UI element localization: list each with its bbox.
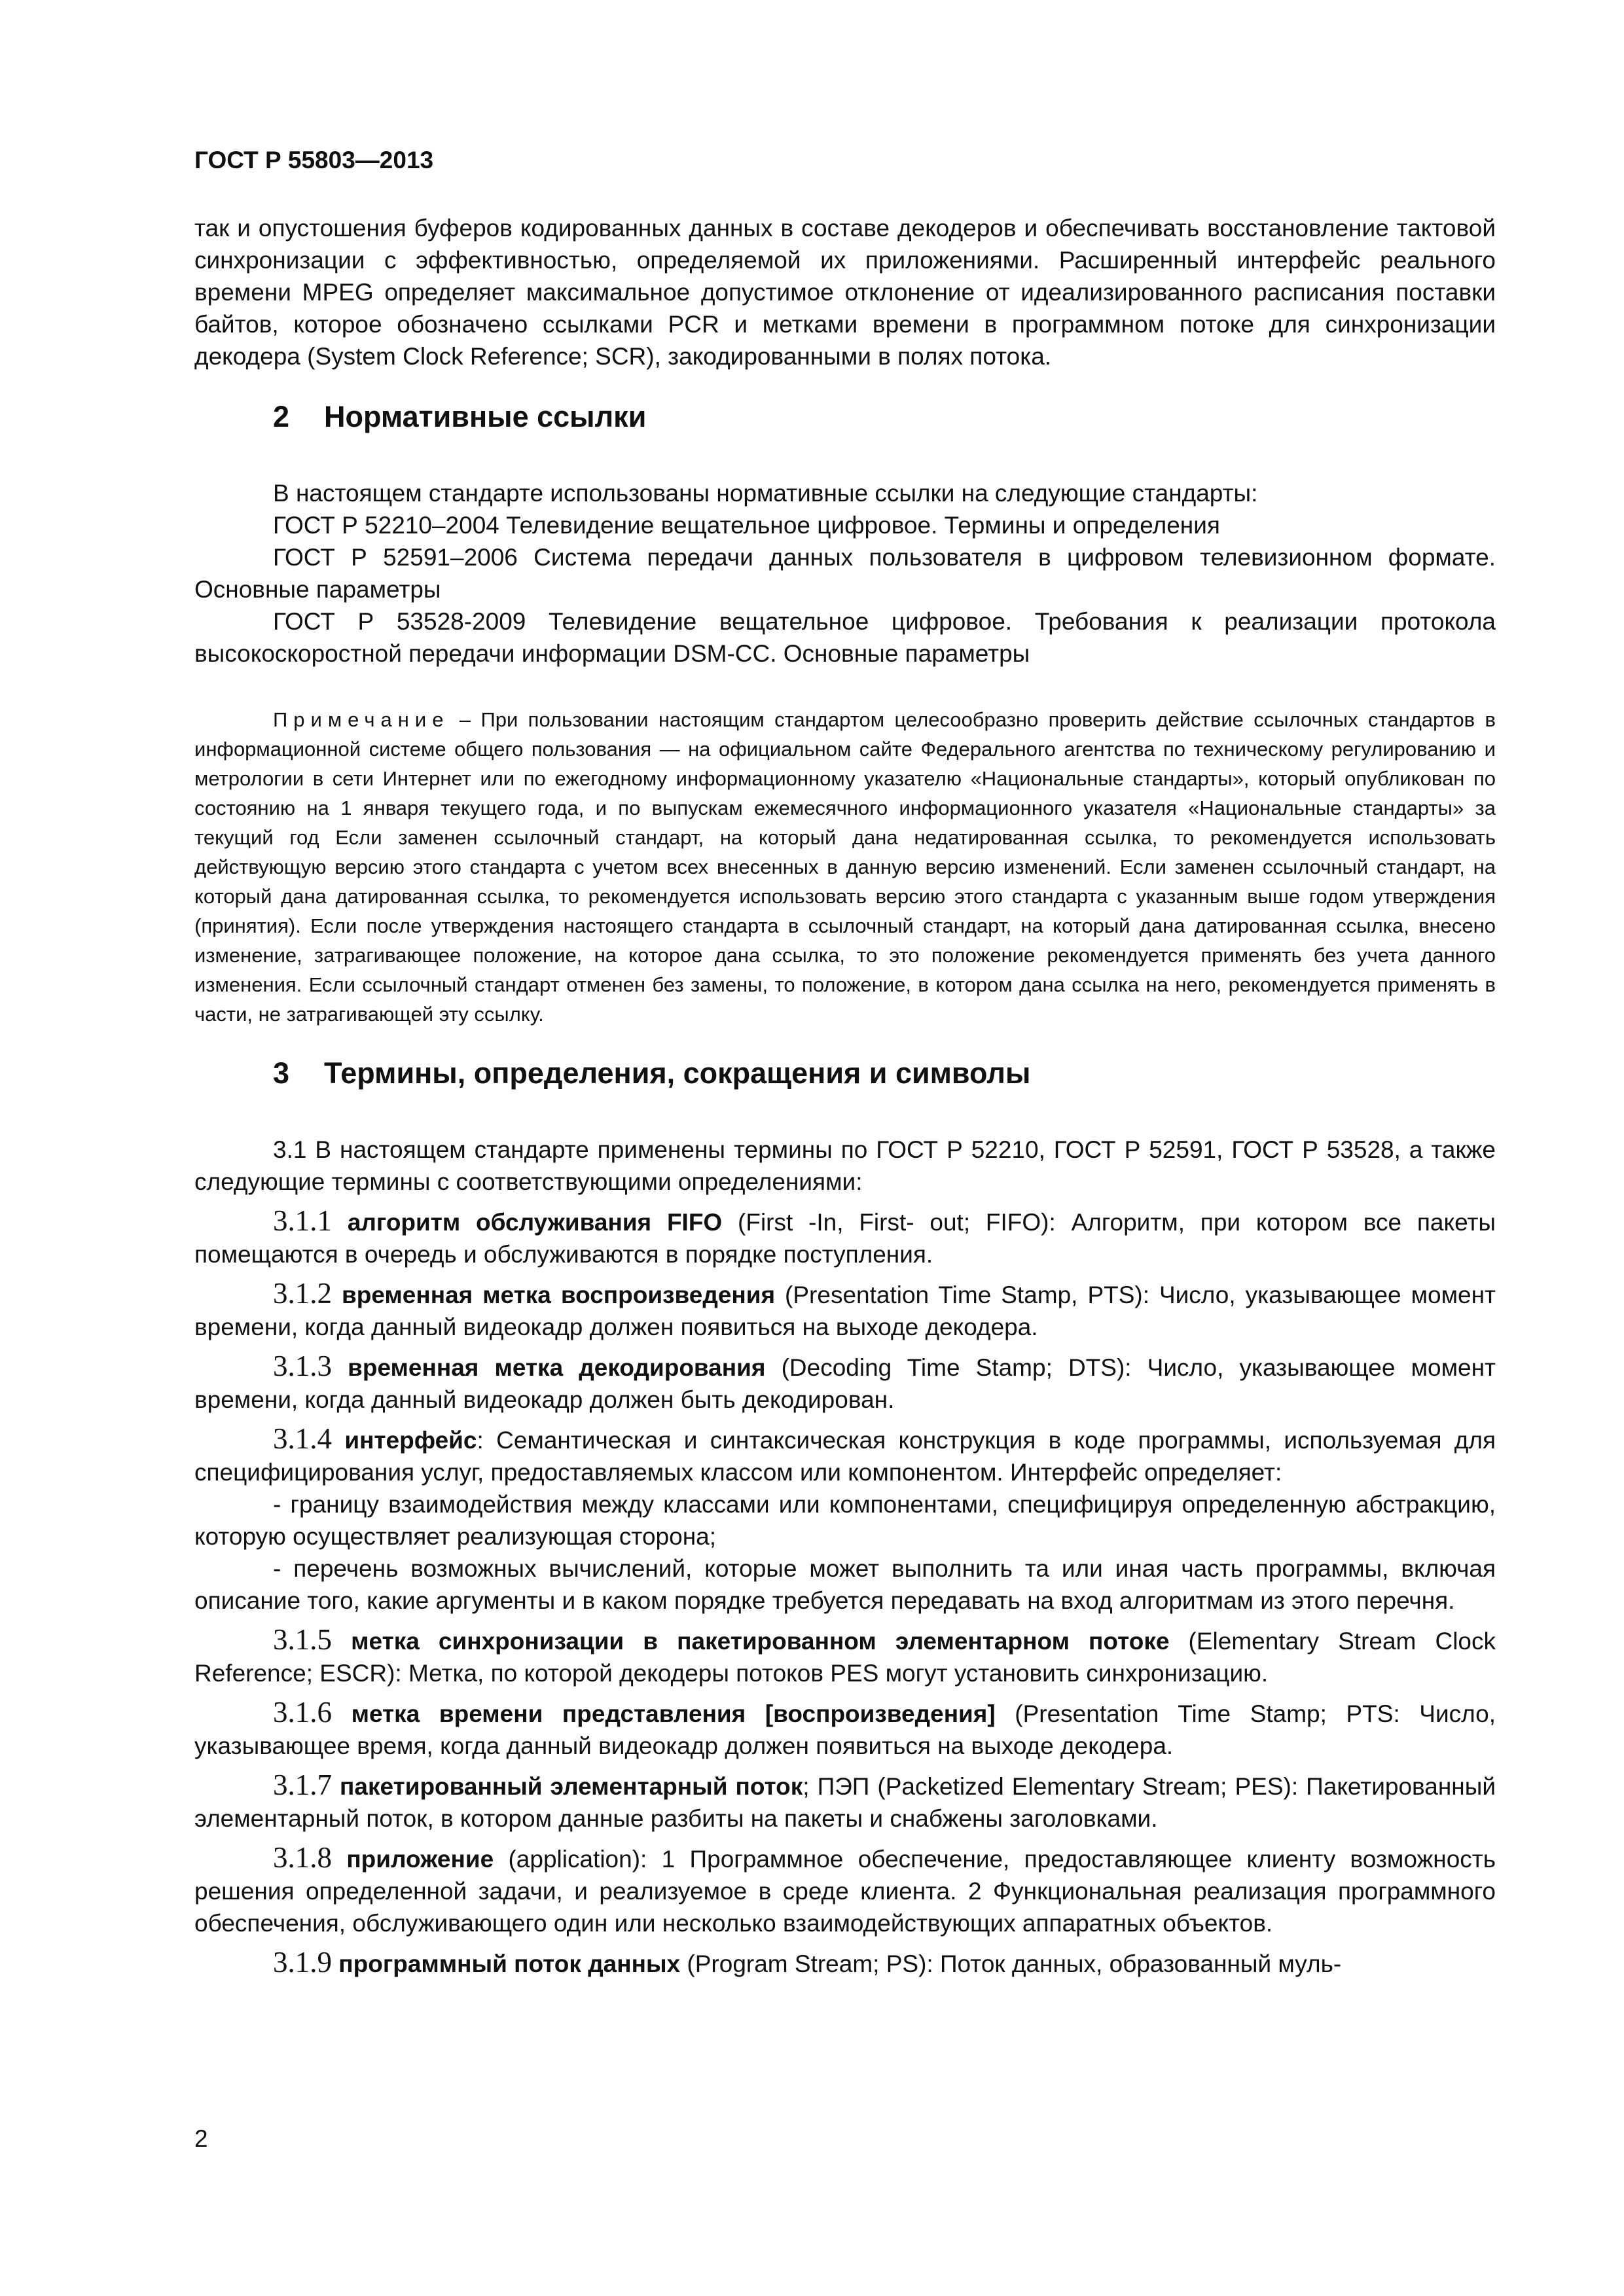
term-number: 3.1.6 <box>273 1696 332 1729</box>
term-text: ; ПЭП (Packetized Elementary Stream; PES): Пакетированный элементарный поток, в котором данные разбиты на пакеты и снабжены заголовками. <box>194 1773 1496 1832</box>
term-number: 3.1.4 <box>273 1422 332 1455</box>
term-text: (Decoding Time Stamp; DTS): Число, указывающее момент времени, когда данный видеокадр должен быть декодирован. <box>194 1354 1496 1413</box>
page-number: 2 <box>194 2125 208 2152</box>
interface-list-item: - границу взаимодействия между классами или компонентами, специфицируя определенную абстракцию, которую осуществляет реализующая сторона; <box>194 1491 1496 1550</box>
intro-paragraph: так и опустошения буферов кодированных данных в составе декодеров и обеспечивать восстановление тактовой синхронизации с эффективностью, определяемой их приложениями. Расширенный интерфейс реального времени MPEG определяет максимальное допустимое отклонение от идеализированного расписания поставки байтов, которое обозначено ссылками PCR и метками времени в программном потоке для синхронизации декодера (System Clock Reference; SCR), закодированными в полях потока. <box>194 215 1496 370</box>
term-name: метка времени представления [воспроизведения] <box>351 1700 996 1727</box>
note-paragraph <box>194 705 1496 1029</box>
term-definition <box>194 1624 1496 1689</box>
interface-list-item: - перечень возможных вычислений, которые может выполнить та или иная часть программы, включая описание того, какие аргументы и в каком порядке требуется передавать на вход алгоритмам из этого перечня. <box>194 1555 1496 1614</box>
term-definition <box>194 1205 1496 1270</box>
term-text: (application): 1 Программное обеспечение, предоставляющее клиенту возможность решения определенной задачи, и реализуемое в среде клиента. 2 Функциональная реализация программного обеспечения, обслуживающего один или несколько взаимодействующих аппаратных объектов. <box>194 1846 1496 1937</box>
reference-item: ГОСТ Р 52210–2004 Телевидение вещательное цифровое. Термины и определения <box>273 512 1220 539</box>
term-definition <box>194 1769 1496 1835</box>
section-2-intro: В настоящем стандарте использованы нормативные ссылки на следующие стандарты: <box>273 480 1258 507</box>
term-text: : Семантическая и синтаксическая конструкция в коде программы, используемая для специфицирования услуг, предоставляемых классом или компонентом. Интерфейс определяет: <box>194 1427 1496 1486</box>
term-number: 3.1.8 <box>273 1841 332 1874</box>
reference-item: ГОСТ Р 52591–2006 Система передачи данных пользователя в цифровом телевизионном формате. Основные параметры <box>194 544 1496 603</box>
term-name: программный поток данных <box>338 1950 681 1977</box>
term-number: 3.1.1 <box>273 1204 332 1237</box>
section-2-number: 2 <box>273 400 290 433</box>
section-3-heading <box>273 1054 1496 1093</box>
term-name: приложение <box>346 1846 494 1873</box>
document-header: ГОСТ Р 55803—2013 <box>194 147 434 173</box>
reference-item: ГОСТ Р 53528-2009 Телевидение вещательное цифровое. Требования к реализации протокола высокоскоростной передачи информации DSM-CC. Основные параметры <box>194 608 1496 667</box>
term-name: временная метка декодирования <box>348 1354 766 1381</box>
term-text: (First -In, First- out; FIFO): Алгоритм, при котором все пакеты помещаются в очередь и обслуживаются в порядке поступления. <box>194 1209 1496 1268</box>
term-definition <box>194 1946 1496 1980</box>
term-name: временная метка воспроизведения <box>341 1282 776 1308</box>
term-number: 3.1.3 <box>273 1350 332 1382</box>
term-number: 3.1.5 <box>273 1623 332 1656</box>
term-name: интерфейс <box>344 1427 477 1454</box>
note-label: Примечание <box>273 708 450 731</box>
section-3-intro: 3.1 В настоящем стандарте применены термины по ГОСТ Р 52210, ГОСТ Р 52591, ГОСТ Р 53528, а также следующие термины с соответствующими определениями: <box>194 1136 1496 1195</box>
term-number: 3.1.2 <box>273 1277 332 1310</box>
term-name: метка синхронизации в пакетированном элементарном потоке <box>351 1628 1170 1655</box>
term-definition <box>194 1350 1496 1416</box>
term-text: (Presentation Time Stamp; PTS: Число, указывающее время, когда данный видеокадр должен появиться на выходе декодера. <box>194 1700 1496 1759</box>
term-text: (Presentation Time Stamp, PTS): Число, указывающее момент времени, когда данный видеокадр должен появиться на выходе декодера. <box>194 1282 1496 1340</box>
section-2-heading <box>273 397 1496 437</box>
section-2-title: Нормативные ссылки <box>324 400 647 433</box>
term-definition <box>194 1423 1496 1488</box>
term-number: 3.1.7 <box>273 1768 332 1801</box>
term-definition <box>194 1696 1496 1762</box>
term-number: 3.1.9 <box>273 1946 332 1979</box>
term-text: (Elementary Stream Clock Reference; ESCR): Метка, по которой декодеры потоков PES могут установить синхронизацию. <box>194 1628 1496 1687</box>
term-definition <box>194 1278 1496 1343</box>
term-text: (Program Stream; PS): Поток данных, образованный муль- <box>680 1950 1342 1977</box>
term-name: пакетированный элементарный поток <box>340 1773 803 1800</box>
section-3-number: 3 <box>273 1056 290 1090</box>
term-definition <box>194 1842 1496 1939</box>
term-name: алгоритм обслуживания FIFO <box>347 1209 723 1236</box>
note-text: – При пользовании настоящим стандартом целесообразно проверить действие ссылочных стандартов в информационной системе общего пользования — на официальном сайте Федерального агентства по техническому регулированию и метрологии в сети Интернет или по ежегодному информационному указателю «Национальные стандарты», который опубликован по состоянию на 1 января текущего года, и по выпускам ежемесячного информационного указателя «Национальные стандарты» за текущий год Если заменен ссылочный стандарт, на который дана недатированная ссылка, то рекомендуется использовать действующую версию этого стандарта с учетом всех внесенных в данную версию изменений. Если заменен ссылочный стандарт, на который дана датированная ссылка, то рекомендуется использовать версию этого стандарта с указанным выше годом утверждения (принятия). Если после утверждения настоящего стандарта в ссылочный стандарт, на который дана датированная ссылка, внесено изменение, затрагивающее положение, на которое дана ссылка, то это положение рекомендуется применять без учета данного изменения. Если ссылочный стандарт отменен без замены, то положение, в котором дана ссылка на него, рекомендуется применять в части, не затрагивающей эту ссылку. <box>194 708 1496 1026</box>
page-content <box>194 143 1496 1980</box>
section-3-title: Термины, определения, сокращения и символы <box>324 1056 1031 1090</box>
